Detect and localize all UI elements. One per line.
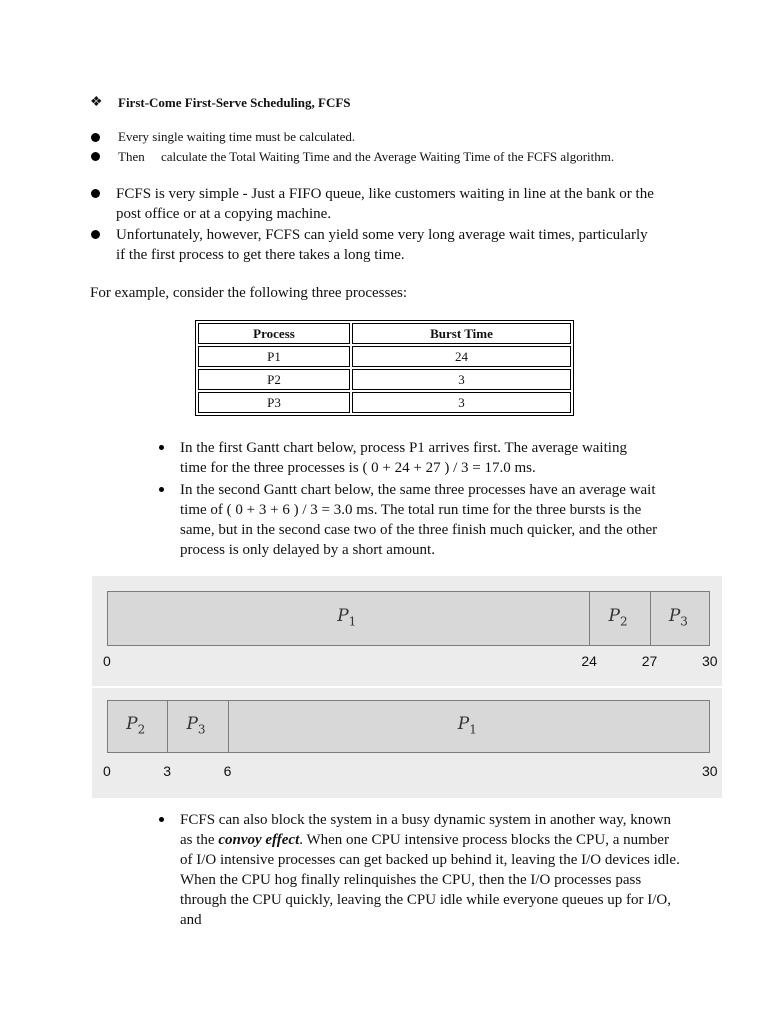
gantt-tick-label: 3 [163, 763, 172, 779]
bullet-text-3: FCFS is very simple - Just a FIFO queue, like customers waiting in line at the bank or the post office or at a copying machine. [116, 186, 654, 222]
bullet-icon [91, 189, 100, 198]
gantt-process-number: 3 [197, 721, 206, 736]
gantt-chart-2 [107, 700, 710, 753]
table-row [198, 346, 571, 367]
table-cell: 3 [352, 392, 571, 413]
table-cell: 24 [352, 346, 571, 367]
gantt-segment-label [186, 714, 205, 736]
gantt-tick-label: 27 [641, 653, 658, 669]
gantt-note-1: In the first Gantt chart below, process P1 arrives first. The average waiting time for the three processes is ( 0 + 24 + 27 ) / 3 = 17.0 ms. [180, 440, 627, 476]
bullet-icon [159, 487, 164, 492]
column-header: Burst Time [352, 323, 571, 344]
gantt-tick-label: 6 [223, 763, 232, 779]
gantt-chart-1 [107, 591, 710, 646]
gantt-process-letter: P [186, 713, 198, 734]
gantt-segment-label [669, 606, 688, 628]
convoy-effect-term: convoy effect [218, 832, 300, 848]
gantt-process-letter: P [457, 713, 470, 734]
column-header: Process [198, 323, 350, 344]
gantt-tick-label: 0 [103, 653, 111, 669]
heading-bullet-icon: ❖ [90, 95, 103, 110]
gantt-process-number: 2 [137, 721, 146, 736]
gantt-process-letter: P [337, 605, 349, 626]
table-cell: P1 [198, 346, 350, 367]
table-cell: P3 [198, 392, 350, 413]
gantt-process-letter: P [608, 605, 620, 626]
table-header-row [198, 323, 571, 344]
bullet-icon [159, 817, 164, 822]
gantt-segment-divider [650, 592, 651, 645]
table-row [198, 369, 571, 390]
gantt-tick-label: 30 [702, 763, 718, 779]
gantt-process-number: 3 [680, 613, 688, 628]
gantt-process-letter: P [668, 605, 681, 626]
gantt-tick-label: 24 [581, 653, 597, 669]
gantt-segment-divider [589, 592, 590, 645]
gantt-tick-label: 30 [702, 653, 718, 669]
table-cell: 3 [352, 369, 571, 390]
gantt-segment-label [126, 714, 145, 736]
bullet-icon [91, 230, 100, 239]
gantt-segment-label [337, 606, 356, 628]
bullet-icon [91, 152, 100, 161]
gantt-process-number: 2 [620, 613, 628, 628]
gantt-segment-label [609, 606, 628, 628]
bullet-icon [159, 445, 164, 450]
bullet-text-4: Unfortunately, however, FCFS can yield some very long average wait times, particularly if the first process to get there takes a long time. [116, 227, 648, 263]
bullet-text-1: Every single waiting time must be calculated. [118, 129, 356, 144]
gantt-segment-label [458, 714, 477, 736]
bullet-icon [91, 133, 100, 142]
gantt-segment-divider [167, 701, 168, 752]
gantt-segment-divider [228, 701, 229, 752]
convoy-text-before: FCFS can also block the system in a busy dynamic system in another way, known as the [180, 812, 672, 848]
gantt-process-letter: P [126, 713, 138, 734]
gantt-tick-label: 0 [103, 763, 111, 779]
gantt-process-number: 1 [469, 721, 477, 736]
gantt-note-2: In the second Gantt chart below, the same three processes have an average wait time of ( 0 + 3 + 6 ) / 3 = 3.0 ms. The total run time for the three bursts is the same, but in the second case two of the three finish much quicker, and the other process is only delayed by a short amount. [180, 482, 658, 558]
process-table [195, 320, 574, 416]
table-row [198, 392, 571, 413]
convoy-effect-text [180, 810, 680, 930]
convoy-text-after: . When one CPU intensive process blocks the CPU, a number of I/O intensive processes can get backed up behind it, leaving the I/O devices idle. When the CPU hog finally relinquishes the CPU, then the I/O processes pass through the CPU quickly, leaving the CPU idle while everyone queues up for I/O, and [180, 832, 680, 928]
section-heading: First-Come First-Serve Scheduling, FCFS [118, 95, 351, 110]
gantt-process-number: 1 [348, 613, 357, 628]
bullet-text-2: Then calculate the Total Waiting Time and the Average Waiting Time of the FCFS algorithm. [118, 149, 615, 164]
example-intro: For example, consider the following three processes: [90, 285, 407, 301]
table-cell: P2 [198, 369, 350, 390]
